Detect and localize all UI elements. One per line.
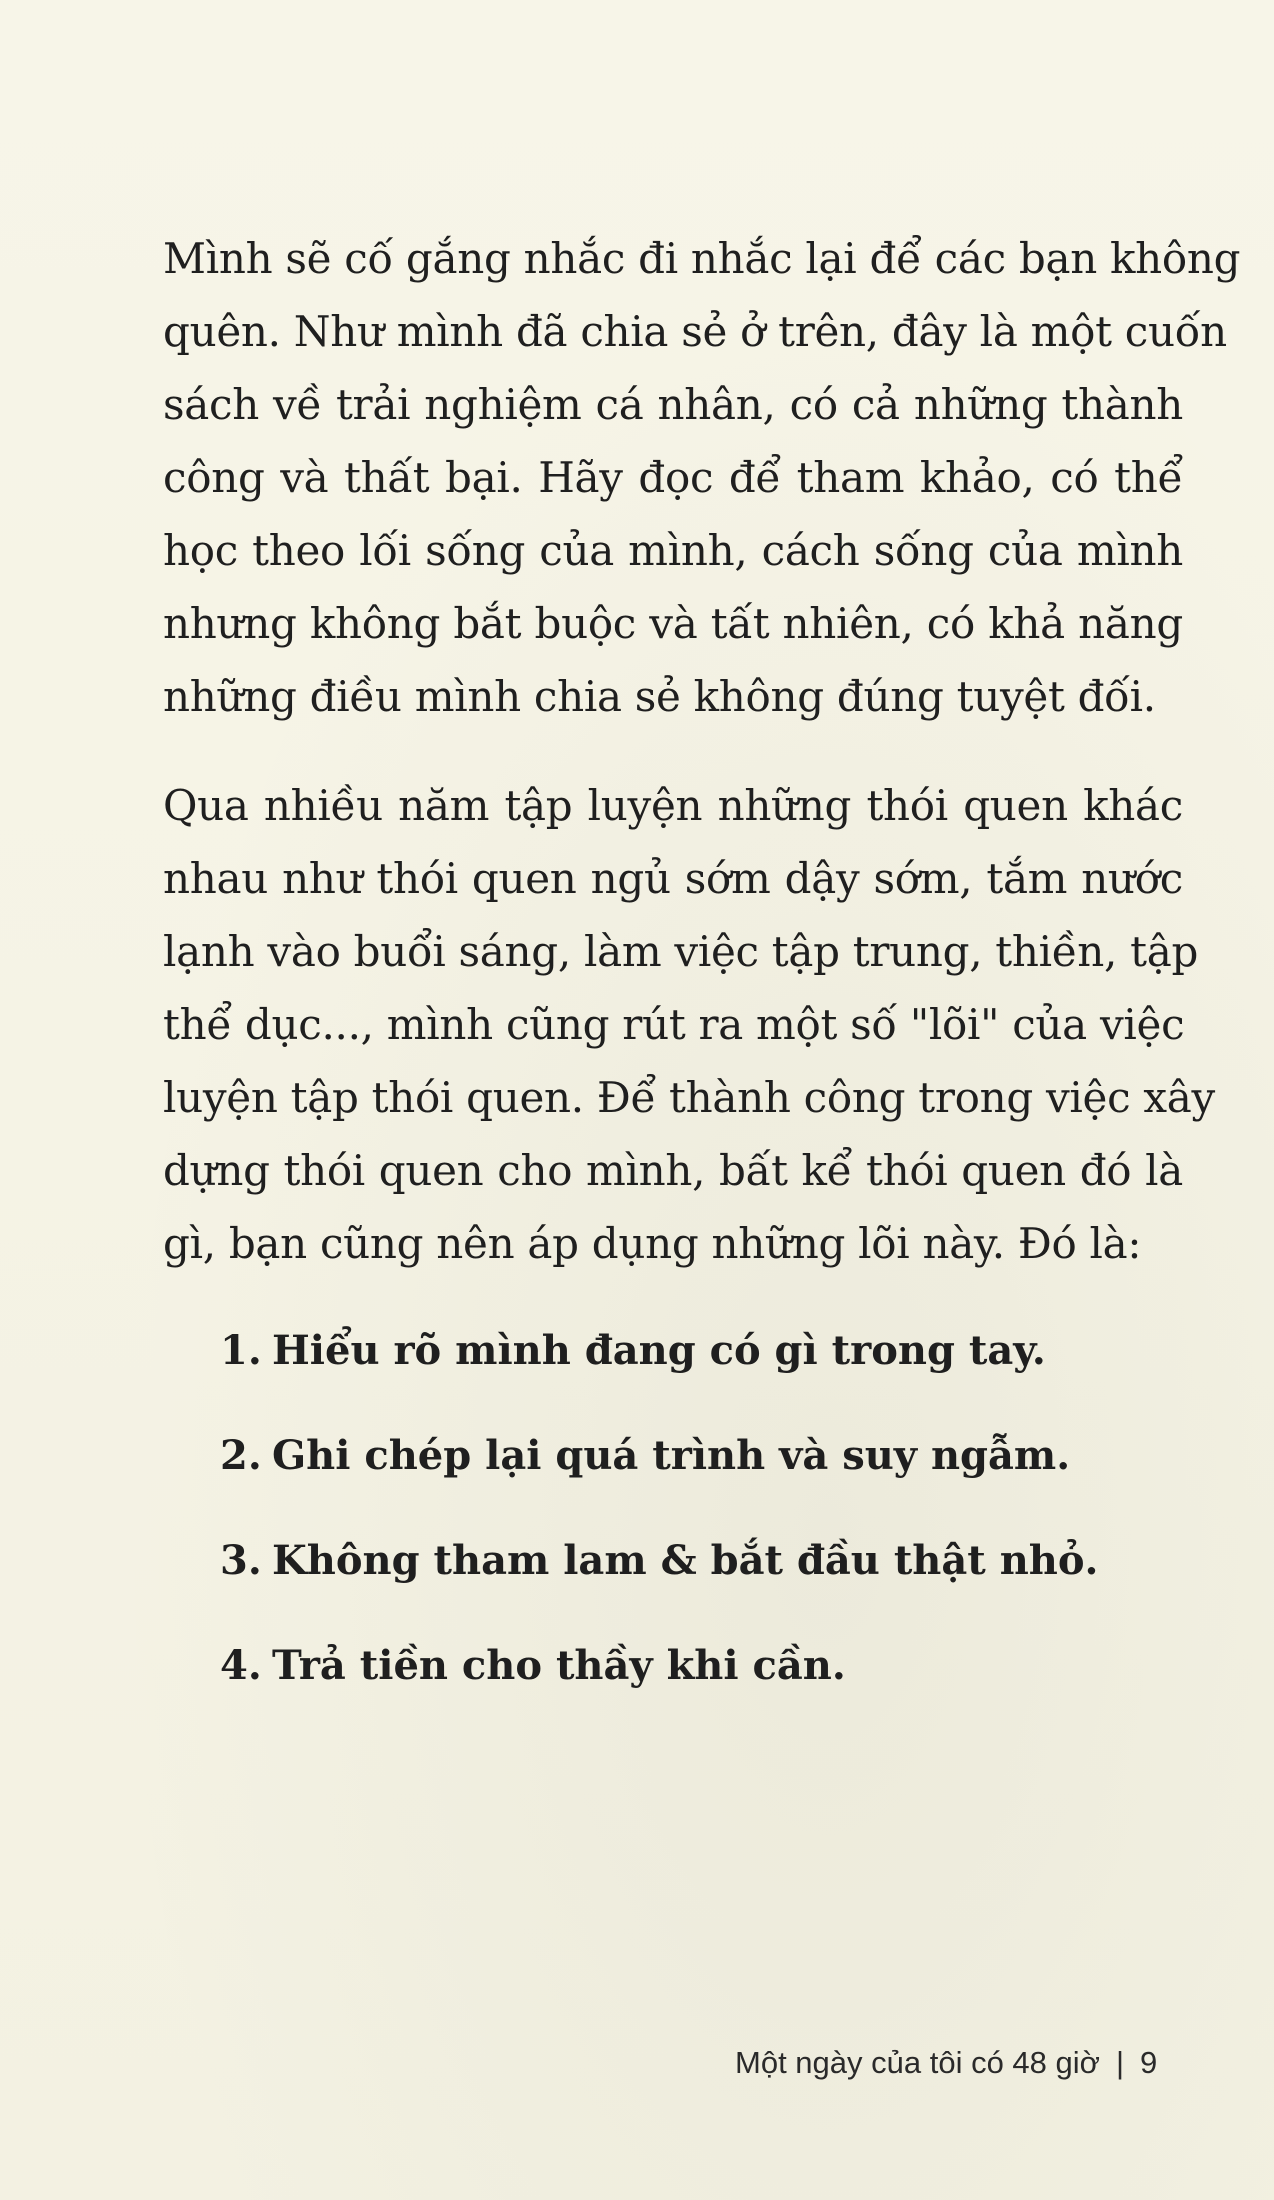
footer-separator: | — [1115, 2045, 1125, 2080]
text-line: nhưng không bắt buộc và tất nhiên, có khả năng — [163, 599, 1183, 648]
text-line: Qua nhiều năm tập luyện những thói quen khác — [163, 781, 1183, 830]
text-line: luyện tập thói quen. Để thành công trong việc xây — [163, 1073, 1215, 1122]
running-footer — [735, 2045, 1157, 2081]
text-line: lạnh vào buổi sáng, làm việc tập trung, thiền, tập — [163, 927, 1199, 976]
page-number: 9 — [1140, 2045, 1158, 2080]
text-line: thể dục..., mình cũng rút ra một số "lõi" của việc — [163, 1000, 1185, 1049]
text-line: học theo lối sống của mình, cách sống của mình — [163, 526, 1183, 575]
text-line: dựng thói quen cho mình, bất kể thói quen đó là — [163, 1146, 1183, 1195]
text-line: nhau như thói quen ngủ sớm dậy sớm, tắm nước — [163, 854, 1183, 903]
list-number: 1. — [220, 1327, 262, 1374]
list-text: Không tham lam & bắt đầu thật nhỏ. — [272, 1537, 1099, 1584]
text-line: quên. Như mình đã chia sẻ ở trên, đây là một cuốn — [163, 307, 1227, 356]
text-line: những điều mình chia sẻ không đúng tuyệt đối. — [163, 672, 1156, 721]
list-text: Ghi chép lại quá trình và suy ngẫm. — [272, 1432, 1071, 1479]
text-line: Mình sẽ cố gắng nhắc đi nhắc lại để các bạn không — [163, 234, 1241, 283]
list-item — [163, 1524, 1183, 1597]
list-text: Hiểu rõ mình đang có gì trong tay. — [272, 1327, 1046, 1374]
core-principles-list — [163, 1314, 1183, 1702]
list-item — [163, 1629, 1183, 1702]
list-number: 3. — [220, 1537, 262, 1584]
text-line: sách về trải nghiệm cá nhân, có cả những thành — [163, 380, 1183, 429]
list-item — [163, 1419, 1183, 1492]
list-number: 4. — [220, 1642, 262, 1689]
page-body — [163, 222, 1241, 1734]
text-line: gì, bạn cũng nên áp dụng những lõi này. Đó là: — [163, 1219, 1142, 1268]
paragraph-2 — [163, 769, 1215, 1280]
text-line: công và thất bại. Hãy đọc để tham khảo, có thể — [163, 453, 1183, 502]
list-number: 2. — [220, 1432, 262, 1479]
list-item — [163, 1314, 1183, 1387]
list-text: Trả tiền cho thầy khi cần. — [272, 1642, 846, 1689]
paragraph-1 — [163, 222, 1241, 733]
book-title: Một ngày của tôi có 48 giờ — [735, 2045, 1100, 2080]
